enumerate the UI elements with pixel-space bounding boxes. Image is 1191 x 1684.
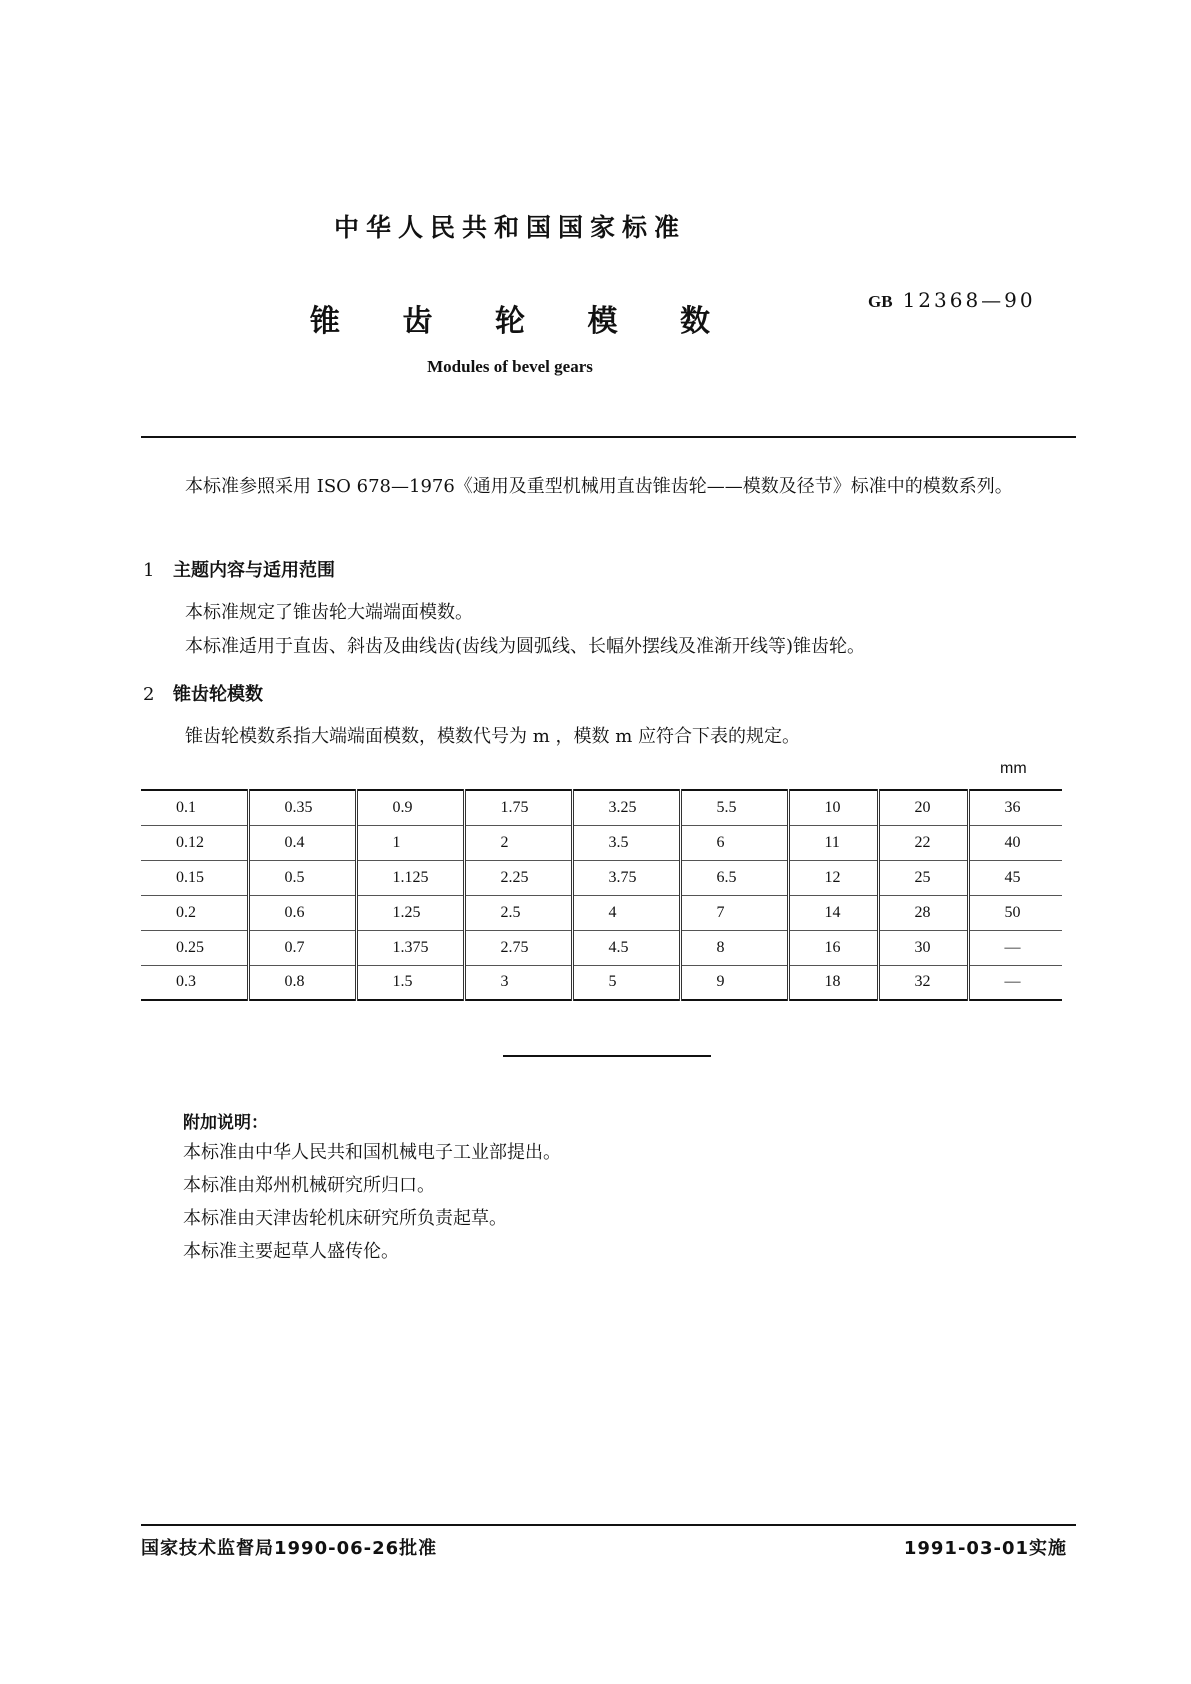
title-char: 齿 xyxy=(402,304,433,339)
table-row xyxy=(141,790,1062,825)
table-cell: 10 xyxy=(788,790,878,825)
table-cell: 3.5 xyxy=(572,825,680,860)
table-cell: 16 xyxy=(788,930,878,965)
table-cell: 25 xyxy=(878,860,968,895)
table-cell: 28 xyxy=(878,895,968,930)
section-title: 锥齿轮模数 xyxy=(173,684,263,705)
section-title: 主题内容与适用范围 xyxy=(173,560,335,581)
english-title: Modules of bevel gears xyxy=(427,357,593,376)
table-cell: 3 xyxy=(464,965,572,1000)
standard-prefix: GB xyxy=(868,292,893,311)
table-row xyxy=(141,965,1062,1000)
table-cell: 6 xyxy=(680,825,788,860)
table-cell: 32 xyxy=(878,965,968,1000)
table-cell: 0.2 xyxy=(141,895,248,930)
note-line: 本标准由天津齿轮机床研究所负责起草。 xyxy=(183,1208,507,1229)
approval-date: 国家技术监督局1990-06-26批准 xyxy=(141,1538,438,1559)
intro-paragraph: 本标准参照采用 ISO 678—1976《通用及重型机械用直齿锥齿轮——模数及径节》标准中的模数系列。 xyxy=(185,476,1013,497)
notes-list xyxy=(183,1136,561,1268)
table-cell: 0.3 xyxy=(141,965,248,1000)
table-cell: 14 xyxy=(788,895,878,930)
table-cell: 0.15 xyxy=(141,860,248,895)
title-char: 模 xyxy=(587,304,618,339)
table-cell: 1.125 xyxy=(356,860,464,895)
table-cell: 30 xyxy=(878,930,968,965)
table-cell: 1.25 xyxy=(356,895,464,930)
title-char: 数 xyxy=(680,304,710,339)
table-row xyxy=(141,895,1062,930)
table-cell: 45 xyxy=(968,860,1062,895)
table-cell: 40 xyxy=(968,825,1062,860)
table-cell: 5 xyxy=(572,965,680,1000)
implementation-date: 1991-03-01实施 xyxy=(903,1538,1067,1559)
section-1-heading xyxy=(143,556,335,582)
section-2-heading xyxy=(143,680,263,706)
table-cell: 9 xyxy=(680,965,788,1000)
table-cell: 1.75 xyxy=(464,790,572,825)
document-title xyxy=(310,296,710,340)
end-divider xyxy=(503,1055,711,1057)
note-line: 本标准主要起草人盛传伦。 xyxy=(183,1241,399,1262)
title-char: 锥 xyxy=(310,304,340,339)
table-cell: 0.12 xyxy=(141,825,248,860)
note-line: 本标准由中华人民共和国机械电子工业部提出。 xyxy=(183,1142,561,1163)
modules-table xyxy=(141,789,1062,1001)
table-cell: 50 xyxy=(968,895,1062,930)
table-cell: 0.7 xyxy=(248,930,356,965)
table-cell: 36 xyxy=(968,790,1062,825)
table-row xyxy=(141,930,1062,965)
table-cell: 20 xyxy=(878,790,968,825)
table-row xyxy=(141,860,1062,895)
section-1-paragraph-1: 本标准规定了锥齿轮大端端面模数。 xyxy=(185,602,473,623)
standard-number xyxy=(868,288,1036,312)
table-cell: 22 xyxy=(878,825,968,860)
table-cell: 3.25 xyxy=(572,790,680,825)
section-number: 2 xyxy=(143,684,155,705)
table-cell: 0.5 xyxy=(248,860,356,895)
table-cell: 1 xyxy=(356,825,464,860)
table-cell: 11 xyxy=(788,825,878,860)
table-cell: — xyxy=(968,930,1062,965)
table-cell: — xyxy=(968,965,1062,1000)
section-1-paragraph-2: 本标准适用于直齿、斜齿及曲线齿(齿线为圆弧线、长幅外摆线及准渐开线等)锥齿轮。 xyxy=(185,636,866,657)
section-number: 1 xyxy=(143,560,155,581)
table-unit: mm xyxy=(1000,760,1027,777)
table-cell: 0.9 xyxy=(356,790,464,825)
top-divider xyxy=(141,436,1076,438)
table-cell: 1.375 xyxy=(356,930,464,965)
table-cell: 5.5 xyxy=(680,790,788,825)
table-cell: 2.75 xyxy=(464,930,572,965)
table-row xyxy=(141,825,1062,860)
table-cell: 2.5 xyxy=(464,895,572,930)
table-cell: 4.5 xyxy=(572,930,680,965)
table-cell: 3.75 xyxy=(572,860,680,895)
table-cell: 2 xyxy=(464,825,572,860)
table-cell: 0.25 xyxy=(141,930,248,965)
table-cell: 2.25 xyxy=(464,860,572,895)
note-line: 本标准由郑州机械研究所归口。 xyxy=(183,1175,435,1196)
table-cell: 0.1 xyxy=(141,790,248,825)
table-cell: 0.8 xyxy=(248,965,356,1000)
table-cell: 0.35 xyxy=(248,790,356,825)
table-cell: 4 xyxy=(572,895,680,930)
table-cell: 7 xyxy=(680,895,788,930)
table-cell: 12 xyxy=(788,860,878,895)
table-cell: 0.4 xyxy=(248,825,356,860)
national-standard-heading: 中华人民共和国国家标准 xyxy=(333,213,686,242)
table-cell: 0.6 xyxy=(248,895,356,930)
table-cell: 1.5 xyxy=(356,965,464,1000)
standard-code: 12368—90 xyxy=(902,288,1036,312)
title-char: 轮 xyxy=(495,304,525,339)
table-cell: 6.5 xyxy=(680,860,788,895)
table-cell: 8 xyxy=(680,930,788,965)
footer-divider xyxy=(141,1524,1076,1526)
table-cell: 18 xyxy=(788,965,878,1000)
notes-heading: 附加说明： xyxy=(183,1113,268,1133)
section-2-paragraph-1: 锥齿轮模数系指大端端面模数，模数代号为 m ，模数 m 应符合下表的规定。 xyxy=(185,726,801,747)
